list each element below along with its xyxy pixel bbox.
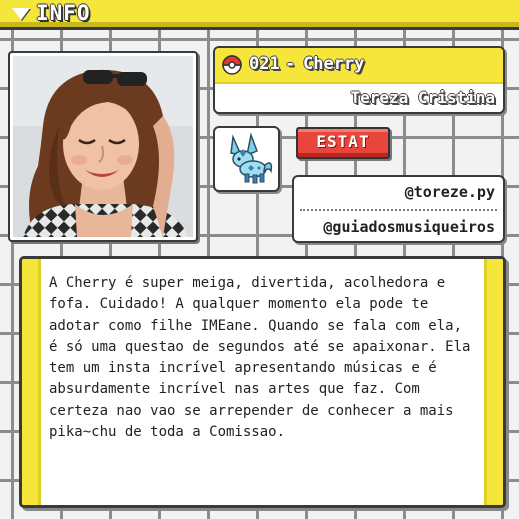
portrait-image [13,56,193,237]
description-bar-left [22,259,41,505]
name-separator: - [285,54,296,74]
info-header [0,0,519,30]
handles-card [292,175,505,243]
description-bar-right [484,259,503,505]
triangle-down-icon[interactable] [12,8,30,20]
handle-divider [300,209,497,211]
handle-secondary-link[interactable]: @guiadosmusiqueiros [323,218,495,236]
profile-photo [8,51,198,242]
trainer-name: Tereza Cristina [350,88,495,107]
description-box [19,256,506,508]
glaceon-sprite-icon [219,131,275,187]
name-card-header [215,48,503,84]
pokemon-name: Cherry [303,54,365,74]
pokeball-icon [222,55,242,75]
sprite-box [213,126,280,192]
handle-primary-link[interactable]: @toreze.py [404,183,495,201]
estat-button[interactable]: ESTAT [296,127,390,159]
name-card [213,46,505,114]
header-title: INFO [36,1,91,25]
description-text: A Cherry é super meiga, divertida, acolhedora e fofa. Cuidado! A qualquer momento ela pode te adotar como filhe IMEane. Quando se fala com ela, é só uma questao de segundos até se apaixonar. Ela tem um insta incrível apresentando músicas e é absurdamente incrível nas artes que faz. Com certeza nao vao se arrepender de conhecer a mais pika~chu de toda a Comissao. [49,275,471,441]
pokemon-number: 021 [249,54,280,74]
